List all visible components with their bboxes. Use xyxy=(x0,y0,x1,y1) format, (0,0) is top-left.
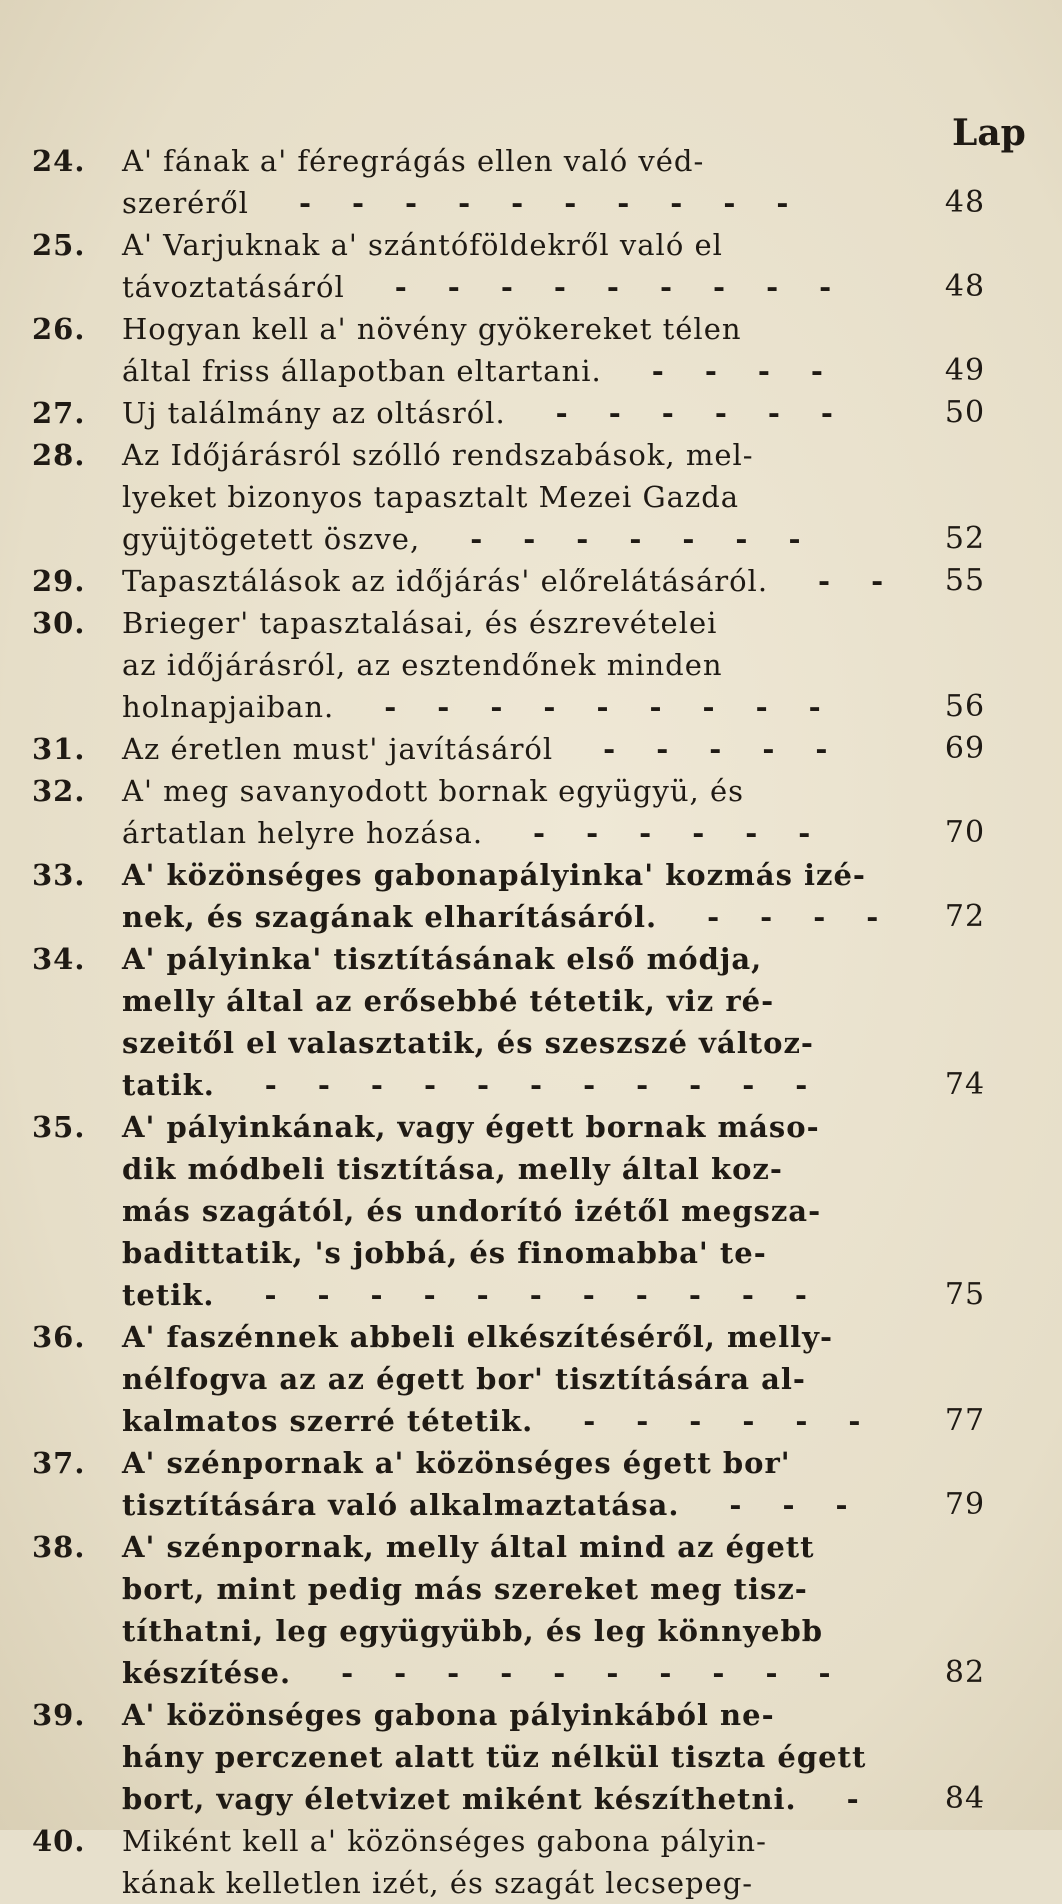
entry-text: Hogyan kell a' növény gyökereket télen xyxy=(122,312,742,346)
page-number: 72 xyxy=(944,899,986,934)
entry-text: tetik. xyxy=(122,1278,215,1312)
entry-number: 35. xyxy=(32,1110,86,1144)
toc-line xyxy=(0,938,1062,980)
toc-line xyxy=(0,308,1062,350)
entry-text: kalmatos szerré tétetik. xyxy=(122,1404,534,1438)
leader-dashes: - xyxy=(846,1782,860,1816)
toc-line xyxy=(0,140,1062,182)
entry-number: 34. xyxy=(32,942,86,976)
toc-entry xyxy=(0,854,1062,938)
entry-text: A' Varjuknak a' szántóföldekről való el xyxy=(122,228,723,262)
toc-line xyxy=(0,350,1062,392)
toc-line xyxy=(0,1652,1062,1694)
entry-text: Uj találmány az oltásról. xyxy=(122,396,506,430)
toc-entry xyxy=(0,140,1062,224)
toc-line xyxy=(0,770,1062,812)
page-number: 50 xyxy=(944,395,986,430)
leader-dashes: - - - - - - xyxy=(533,816,812,850)
toc-entry xyxy=(0,560,1062,602)
entry-text: készítése. xyxy=(122,1656,292,1690)
toc-line xyxy=(0,560,1062,602)
entry-text: szeréről xyxy=(122,186,249,220)
entry-number: 27. xyxy=(32,396,86,430)
leader-dashes: - - - - xyxy=(651,354,824,388)
entry-number: 25. xyxy=(32,228,86,262)
entry-text: A' közönséges gabonapályinka' kozmás izé- xyxy=(122,858,866,892)
leader-dashes: - - - - - - - - - xyxy=(394,270,833,304)
toc-line xyxy=(0,1442,1062,1484)
page-number: 48 xyxy=(944,185,986,220)
entry-number: 30. xyxy=(32,606,86,640)
entry-text: A' pályinkának, vagy égett bornak máso- xyxy=(122,1110,820,1144)
entry-text: hány perczenet alatt tüz nélkül tiszta égett xyxy=(122,1740,867,1774)
toc-line xyxy=(0,392,1062,434)
page-number: 77 xyxy=(944,1403,986,1438)
toc-line xyxy=(0,1526,1062,1568)
toc-line xyxy=(0,266,1062,308)
page-number: 55 xyxy=(944,563,986,598)
entry-text: melly által az erősebbé tétetik, viz ré- xyxy=(122,984,775,1018)
entry-text: kának kelletlen izét, és szagát lecsepeg- xyxy=(122,1866,754,1900)
leader-dashes: - - - - - - xyxy=(555,396,834,430)
leader-dashes: - - - - - - - - - - - xyxy=(264,1068,809,1102)
toc-line xyxy=(0,1694,1062,1736)
toc-line xyxy=(0,1862,1062,1904)
toc-entry xyxy=(0,728,1062,770)
toc-entry xyxy=(0,1442,1062,1526)
toc-line xyxy=(0,1022,1062,1064)
page-number: 48 xyxy=(944,269,986,304)
entry-text: A' pályinka' tisztításának első módja, xyxy=(122,942,763,976)
entry-number: 28. xyxy=(32,438,86,472)
entry-text: títhatni, leg együgyübb, és leg könnyebb xyxy=(122,1614,824,1648)
toc-line xyxy=(0,1568,1062,1610)
entry-text: tisztítására való alkalmaztatása. xyxy=(122,1488,680,1522)
entry-text: nek, és szagának elharításáról. xyxy=(122,900,658,934)
leader-dashes: - - - - - - - - - - - xyxy=(264,1278,808,1312)
page-number: 52 xyxy=(944,521,986,556)
toc-line xyxy=(0,476,1062,518)
entry-text: által friss állapotban eltartani. xyxy=(122,354,602,388)
page-number: 70 xyxy=(944,815,986,850)
entry-text: bort, mint pedig más szereket meg tisz- xyxy=(122,1572,808,1606)
entry-text: az időjárásról, az esztendőnek minden xyxy=(122,648,723,682)
entry-text: lyeket bizonyos tapasztalt Mezei Gazda xyxy=(122,480,740,514)
toc-line xyxy=(0,1400,1062,1442)
entry-text: Az éretlen must' javításáról xyxy=(122,732,554,766)
toc-line xyxy=(0,1610,1062,1652)
toc-line xyxy=(0,686,1062,728)
leader-dashes: - - - - - - - xyxy=(470,522,802,556)
page-number: 69 xyxy=(944,731,986,766)
entry-number: 40. xyxy=(32,1824,86,1858)
toc-line xyxy=(0,896,1062,938)
entry-text: ártatlan helyre hozása. xyxy=(122,816,484,850)
entry-number: 33. xyxy=(32,858,86,892)
leader-dashes: - - xyxy=(818,564,885,598)
entry-number: 36. xyxy=(32,1320,86,1354)
entry-text: bort, vagy életvizet miként készíthetni. xyxy=(122,1782,797,1816)
leader-dashes: - - - - xyxy=(707,900,880,934)
page-number: 79 xyxy=(944,1487,986,1522)
entry-number: 24. xyxy=(32,144,86,178)
entry-text: A' fának a' féregrágás ellen való véd- xyxy=(122,144,705,178)
entry-text: badittatik, 's jobbá, és finomabba' te- xyxy=(122,1236,767,1270)
toc-entry xyxy=(0,1316,1062,1442)
toc-entry xyxy=(0,1526,1062,1694)
toc-line xyxy=(0,1148,1062,1190)
entry-text: holnapjaiban. xyxy=(122,690,335,724)
toc-entry xyxy=(0,938,1062,1106)
page-number: 74 xyxy=(944,1067,986,1102)
entry-text: A' szénpornak, melly által mind az égett xyxy=(122,1530,815,1564)
toc-entry xyxy=(0,1106,1062,1316)
entry-text: dik módbeli tisztítása, melly által koz- xyxy=(122,1152,783,1186)
page-number: 56 xyxy=(944,689,986,724)
toc-line xyxy=(0,1820,1062,1862)
entry-text: A' szénpornak a' közönséges égett bor' xyxy=(122,1446,791,1480)
entry-number: 37. xyxy=(32,1446,86,1480)
toc-entry xyxy=(0,770,1062,854)
toc-line xyxy=(0,224,1062,266)
toc-line xyxy=(0,602,1062,644)
entry-text: A' meg savanyodott bornak együgyü, és xyxy=(122,774,745,808)
entry-text: gyüjtögetett öszve, xyxy=(122,522,421,556)
toc-line xyxy=(0,1316,1062,1358)
leader-dashes: - - - - - xyxy=(603,732,829,766)
entry-text: A' faszénnek abbeli elkészítéséről, melly- xyxy=(122,1320,834,1354)
toc-line xyxy=(0,1190,1062,1232)
toc-entry xyxy=(0,1820,1062,1904)
leader-dashes: - - - - - - - - - - xyxy=(341,1656,832,1690)
toc-entry xyxy=(0,224,1062,308)
toc-line xyxy=(0,644,1062,686)
toc-line xyxy=(0,1232,1062,1274)
page-number: 75 xyxy=(944,1277,986,1312)
leader-dashes: - - - xyxy=(729,1488,849,1522)
entry-text: Tapasztálások az időjárás' előrelátásáról. xyxy=(122,564,769,598)
page-number: 84 xyxy=(944,1781,986,1816)
toc-line xyxy=(0,1274,1062,1316)
entry-text: más szagától, és undorító izétől megsza- xyxy=(122,1194,822,1228)
leader-dashes: - - - - - - - - - xyxy=(384,690,822,724)
table-of-contents xyxy=(0,140,1062,1904)
entry-text: szeitől el valasztatik, és szeszszé változ- xyxy=(122,1026,814,1060)
leader-dashes: - - - - - - xyxy=(583,1404,862,1438)
toc-line xyxy=(0,1484,1062,1526)
entry-number: 38. xyxy=(32,1530,86,1564)
toc-entry xyxy=(0,1694,1062,1820)
page-number: 49 xyxy=(944,353,986,388)
page-column-header: Lap xyxy=(952,112,1026,154)
entry-text: Az Időjárásról szólló rendszabások, mel- xyxy=(122,438,754,472)
toc-entry xyxy=(0,602,1062,728)
toc-line xyxy=(0,728,1062,770)
entry-text: A' közönséges gabona pályinkából ne- xyxy=(122,1698,775,1732)
toc-line xyxy=(0,812,1062,854)
entry-number: 31. xyxy=(32,732,86,766)
toc-line xyxy=(0,1106,1062,1148)
entry-number: 26. xyxy=(32,312,86,346)
toc-entry xyxy=(0,308,1062,392)
toc-line xyxy=(0,1736,1062,1778)
entry-number: 29. xyxy=(32,564,86,598)
toc-line xyxy=(0,518,1062,560)
entry-number: 39. xyxy=(32,1698,86,1732)
entry-number: 32. xyxy=(32,774,86,808)
entry-text: Miként kell a' közönséges gabona pályin- xyxy=(122,1824,767,1858)
toc-entry xyxy=(0,392,1062,434)
toc-entry xyxy=(0,434,1062,560)
entry-text: távoztatásáról xyxy=(122,270,345,304)
toc-line xyxy=(0,434,1062,476)
entry-text: tatik. xyxy=(122,1068,215,1102)
toc-line xyxy=(0,980,1062,1022)
page-number: 82 xyxy=(944,1655,986,1690)
leader-dashes: - - - - - - - - - - xyxy=(298,186,790,220)
entry-text: nélfogva az az égett bor' tisztítására al- xyxy=(122,1362,806,1396)
entry-text: Brieger' tapasztalásai, és észrevételei xyxy=(122,606,718,640)
toc-line xyxy=(0,1358,1062,1400)
toc-line xyxy=(0,1778,1062,1820)
toc-line xyxy=(0,854,1062,896)
toc-line xyxy=(0,182,1062,224)
toc-line xyxy=(0,1064,1062,1106)
